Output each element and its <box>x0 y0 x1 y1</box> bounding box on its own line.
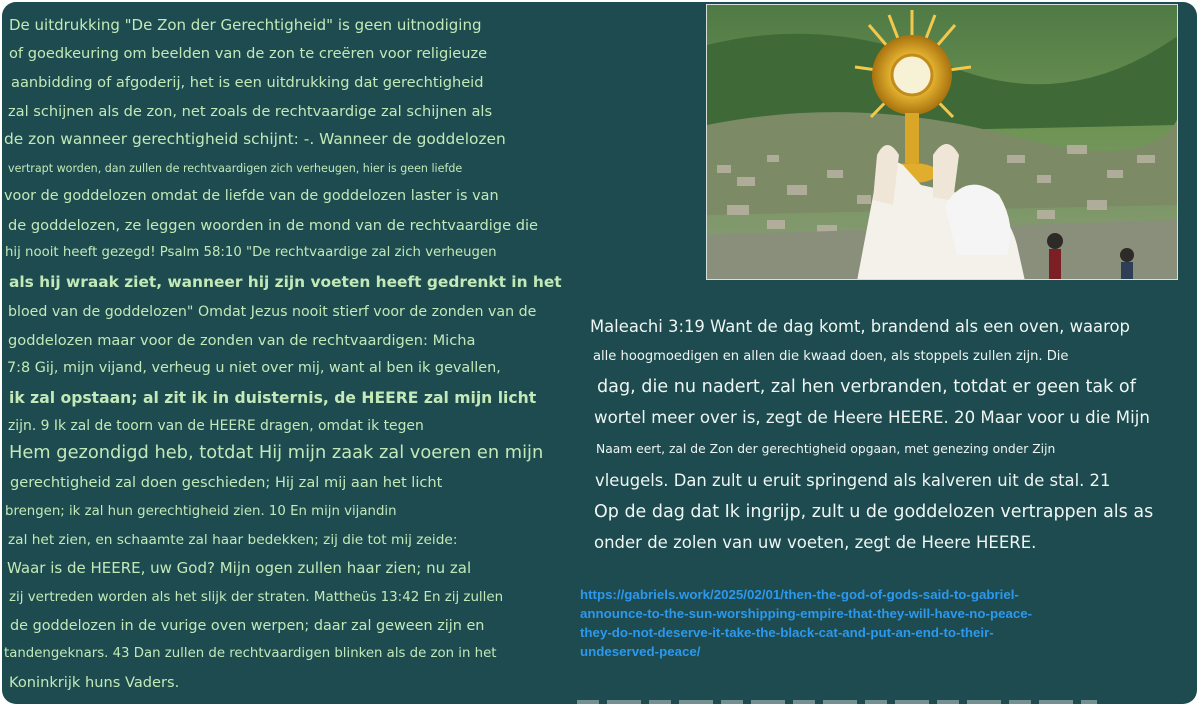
text-line: gerechtigheid zal doen geschieden; Hij zal mij aan het licht <box>10 474 443 491</box>
text-line: zij vertreden worden als het slijk der straten. Mattheüs 13:42 En zij zullen <box>9 590 504 605</box>
text-line: Maleachi 3:19 Want de dag komt, brandend als een oven, waarop <box>590 317 1130 336</box>
text-line: voor de goddelozen omdat de liefde van de goddelozen laster is van <box>4 188 499 204</box>
text-line: Koninkrijk huns Vaders. <box>9 674 180 691</box>
text-line: tandengeknars. 43 Dan zullen de rechtvaardigen blinken als de zon in het <box>4 646 497 661</box>
text-line: wortel meer over is, zegt de Heere HEERE. 20 Maar voor u die Mijn <box>594 408 1150 427</box>
text-line: Hem gezondigd heb, totdat Hij mijn zaak zal voeren en mijn <box>9 442 544 463</box>
text-line: vleugels. Dan zult u eruit springend als kalveren uit de stal. 21 <box>595 471 1111 490</box>
article-link[interactable] <box>580 585 1160 661</box>
text-line: De uitdrukking "De Zon der Gerechtigheid" is geen uitnodiging <box>9 16 482 34</box>
text-line: zijn. 9 Ik zal de toorn van de HEERE dragen, omdat ik tegen <box>8 418 424 434</box>
text-line: goddelozen maar voor de zonden van de rechtvaardigen: Micha <box>8 332 476 349</box>
cut-off-text <box>577 700 1097 704</box>
link-line[interactable]: announce-to-the-sun-worshipping-empire-that-they-will-have-no-peace- <box>580 606 1033 621</box>
text-line: onder de zolen van uw voeten, zegt de Heere HEERE. <box>594 533 1037 552</box>
text-line: dag, die nu nadert, zal hen verbranden, totdat er geen tak of <box>597 377 1136 397</box>
text-line: brengen; ik zal hun gerechtigheid zien. 10 En mijn vijandin <box>5 504 397 519</box>
text-line: Naam eert, zal de Zon der gerechtigheid opgaan, met genezing onder Zijn <box>596 442 1056 456</box>
text-line: alle hoogmoedigen en allen die kwaad doen, als stoppels zullen zijn. Die <box>593 349 1069 364</box>
content-panel <box>2 2 1197 704</box>
text-line: zal schijnen als de zon, net zoals de rechtvaardige zal schijnen als <box>8 103 493 120</box>
left-text-block <box>2 2 582 704</box>
text-line: aanbidding of afgoderij, het is een uitdrukking dat gerechtigheid <box>11 74 484 91</box>
text-line: ik zal opstaan; al zit ik in duisternis, de HEERE zal mijn licht <box>9 389 537 407</box>
text-line: hij nooit heeft gezegd! Psalm 58:10 "De rechtvaardige zal zich verheugen <box>5 245 497 260</box>
text-line: of goedkeuring om beelden van de zon te creëren voor religieuze <box>9 45 488 62</box>
link-line[interactable]: they-do-not-deserve-it-take-the-black-cat-and-put-an-end-to-their- <box>580 625 994 640</box>
text-line: de goddelozen, ze leggen woorden in de mond van de rechtvaardige die <box>8 217 538 234</box>
text-line: de zon wanneer gerechtigheid schijnt: -. Wanneer de goddelozen <box>4 130 506 148</box>
text-line: vertrapt worden, dan zullen de rechtvaardigen zich verheugen, hier is geen liefde <box>8 162 463 175</box>
text-line: zal het zien, en schaamte zal haar bedekken; zij die tot mij zeide: <box>8 532 458 548</box>
text-line: als hij wraak ziet, wanneer hij zijn voeten heeft gedrenkt in het <box>9 273 562 291</box>
link-line[interactable]: undeserved-peace/ <box>580 644 701 659</box>
text-line: 7:8 Gij, mijn vijand, verheug u niet over mij, want al ben ik gevallen, <box>7 360 501 376</box>
text-line: Op de dag dat Ik ingrijp, zult u de goddelozen vertrappen als as <box>594 502 1154 522</box>
text-line: Waar is de HEERE, uw God? Mijn ogen zullen haar zien; nu zal <box>7 559 472 577</box>
text-line: bloed van de goddelozen" Omdat Jezus nooit stierf voor de zonden van de <box>8 304 537 320</box>
text-line: de goddelozen in de vurige oven werpen; daar zal geween zijn en <box>10 618 485 634</box>
monstrance-photo <box>706 4 1178 280</box>
link-line[interactable]: https://gabriels.work/2025/02/01/then-the-god-of-gods-said-to-gabriel- <box>580 587 1019 602</box>
